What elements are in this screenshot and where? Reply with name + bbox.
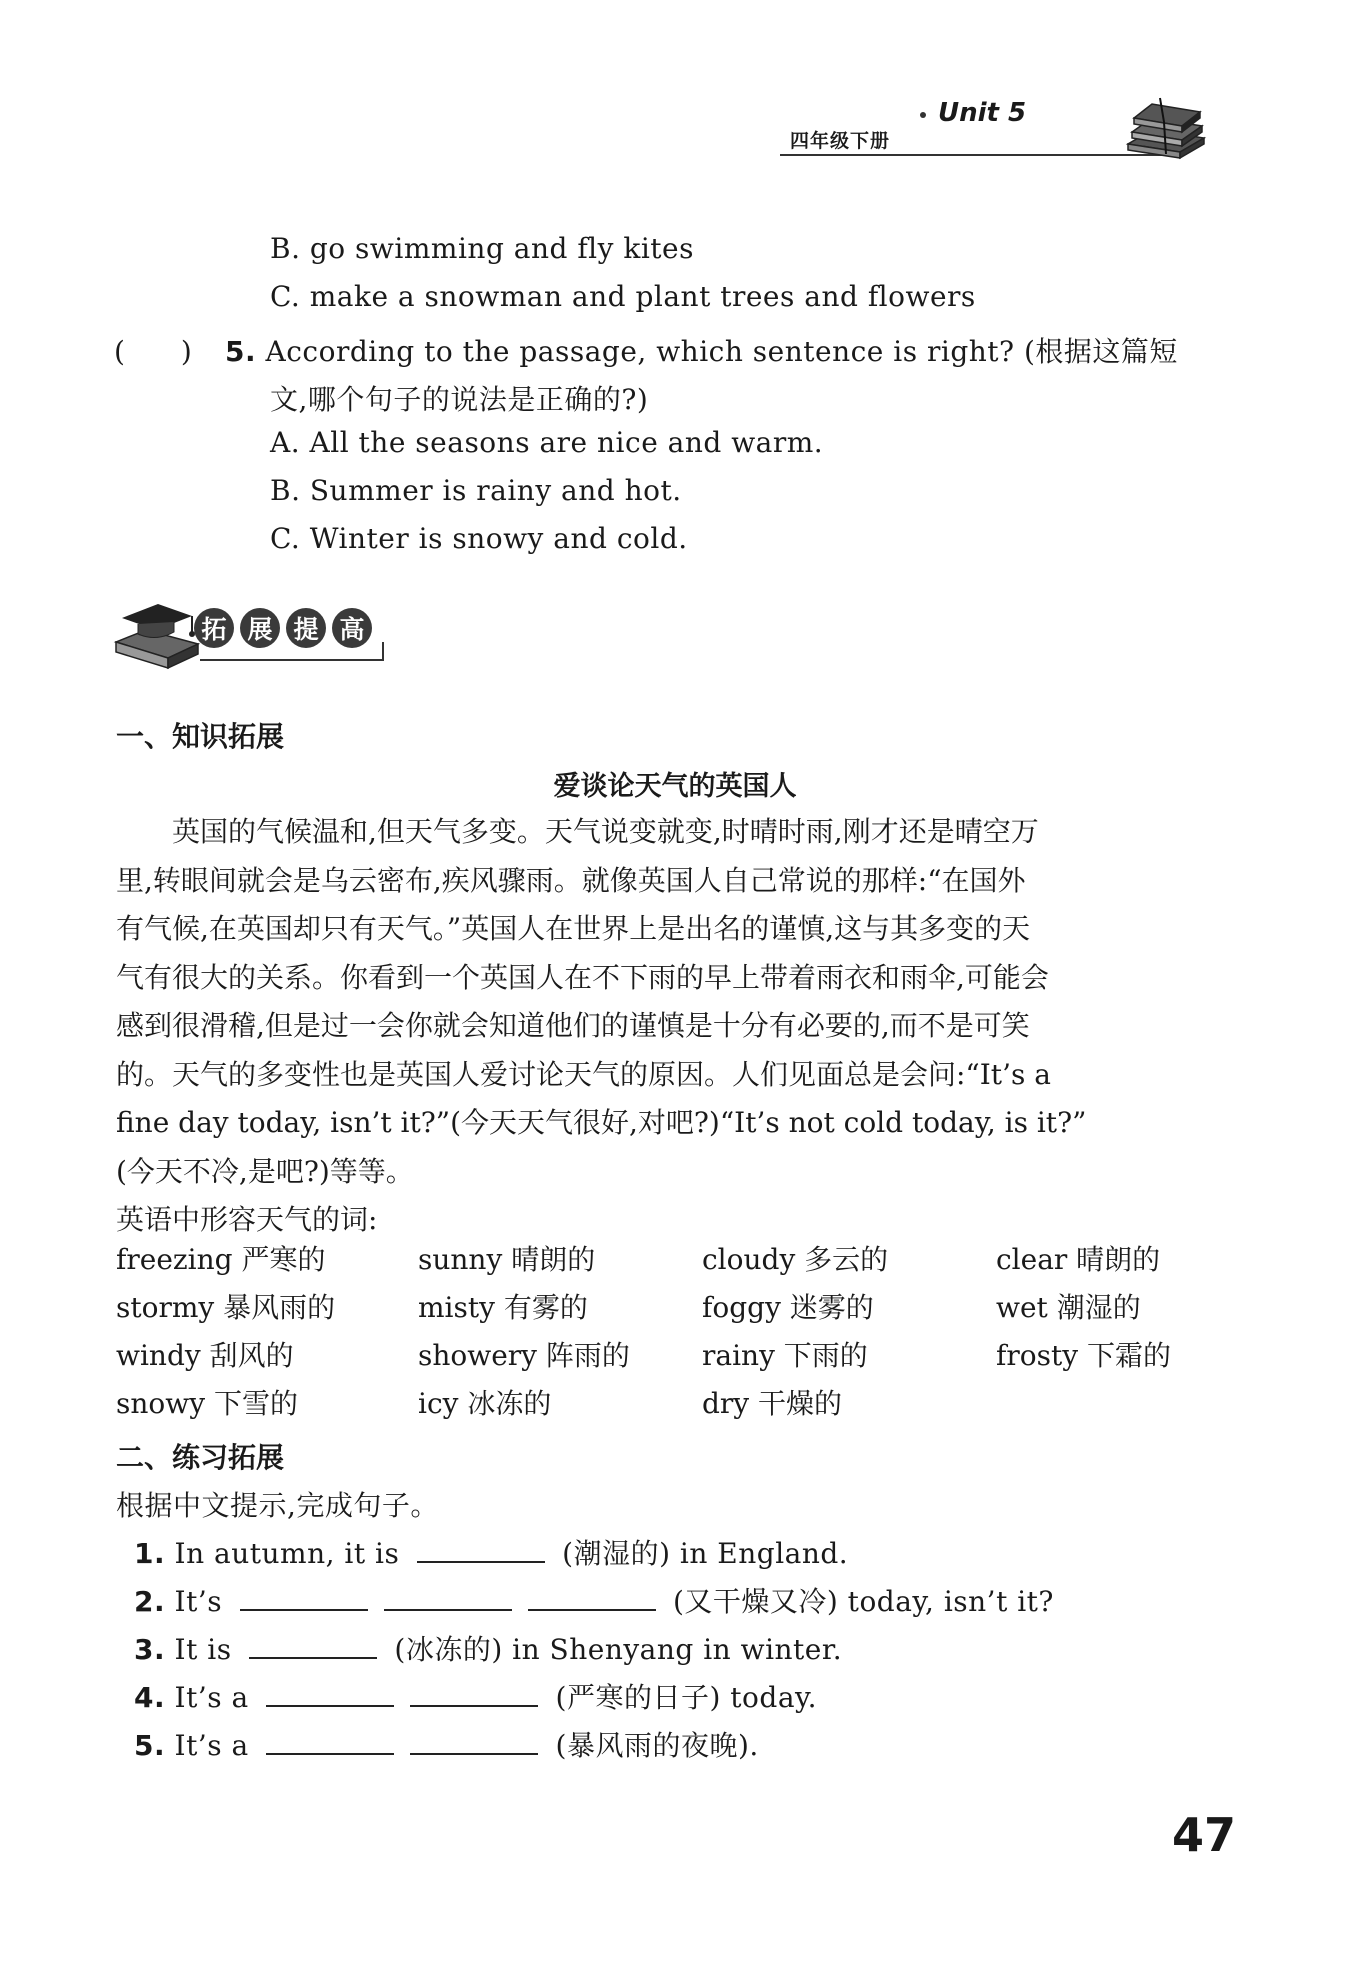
vocab-word: foggy 迷雾的 [702, 1291, 874, 1324]
banner-char: 高 [332, 608, 372, 648]
exercise-after: (又干燥又冷) today, isn’t it? [672, 1585, 1054, 1618]
exercise-item-3 [134, 1628, 842, 1668]
article-line: 有气候,在英国却只有天气。”英国人在世界上是出名的谨慎,这与其多变的天 [116, 912, 1031, 945]
exercise-item-5 [134, 1724, 759, 1764]
article-line: 气有很大的关系。你看到一个英国人在不下雨的早上带着雨衣和雨伞,可能会 [116, 960, 1049, 994]
article-line: 英国的气候温和,但天气多变。天气说变就变,时晴时雨,刚才还是晴空万 [116, 815, 1039, 848]
answer-blank[interactable] [266, 1683, 394, 1707]
option-a: A. All the seasons are nice and warm. [270, 426, 824, 459]
page-header [770, 92, 1210, 162]
article-line: (今天不冷,是吧?)等等。 [116, 1154, 414, 1188]
section1-title: 一、知识拓展 [116, 720, 285, 753]
answer-blank[interactable] [417, 1539, 545, 1563]
header-dot [920, 112, 926, 118]
answer-blank[interactable] [266, 1731, 394, 1755]
exercise-before: It’s a [174, 1681, 249, 1714]
exercise-number: 5. [134, 1729, 166, 1762]
article-line: 里,转眼间就会是乌云密布,疾风骤雨。就像英国人自己常说的那样:“在国外 [116, 863, 1026, 897]
answer-blank[interactable] [249, 1635, 377, 1659]
vocab-word: misty 有雾的 [418, 1291, 588, 1324]
exercise-number: 2. [134, 1585, 166, 1618]
unit-label: Unit 5 [938, 98, 1027, 128]
article-line: 感到很滑稽,但是过一会你就会知道他们的谨慎是十分有必要的,而不是可笑 [116, 1009, 1030, 1042]
article-line: fine day today, isn’t it?”(今天天气很好,对吧?)“It’s not cold today, is it?” [116, 1106, 1087, 1139]
exercise-after: (潮湿的) in England. [562, 1537, 849, 1570]
vocab-word: frosty 下霜的 [996, 1339, 1171, 1372]
question-text-line1: According to the passage, which sentence is right? (根据这篇短 [265, 335, 1178, 368]
banner-char: 拓 [194, 608, 234, 648]
vocab-intro: 英语中形容天气的词: [116, 1203, 378, 1236]
grade-label: 四年级下册 [790, 130, 891, 152]
exercise-before: It’s [174, 1585, 223, 1618]
banner-title [194, 608, 372, 648]
answer-blank[interactable] [240, 1587, 368, 1611]
option-b: B. Summer is rainy and hot. [270, 474, 682, 507]
vocab-word: clear 晴朗的 [996, 1243, 1161, 1276]
question-number: 5. [225, 335, 257, 368]
answer-paren: ( ) [114, 335, 192, 368]
section2-instruction: 根据中文提示,完成句子。 [116, 1489, 439, 1522]
exercise-before: It’s a [174, 1729, 249, 1762]
option-b-prev: B. go swimming and fly kites [270, 232, 694, 265]
exercise-number: 4. [134, 1681, 166, 1714]
exercise-after: (严寒的日子) today. [555, 1681, 818, 1714]
exercise-number: 3. [134, 1633, 166, 1666]
vocab-word: windy 刮风的 [116, 1339, 294, 1372]
banner-char: 展 [240, 608, 280, 648]
banner-char: 提 [286, 608, 326, 648]
article-line: 的。天气的多变性也是英国人爱讨论天气的原因。人们见面总是会问:“It’s a [116, 1057, 1051, 1091]
answer-blank[interactable] [384, 1587, 512, 1611]
exercise-before: In autumn, it is [174, 1537, 400, 1570]
books-stack-icon [1120, 92, 1210, 162]
exercise-after: (冰冻的) in Shenyang in winter. [394, 1633, 843, 1666]
option-c: C. Winter is snowy and cold. [270, 522, 688, 555]
exercise-number: 1. [134, 1537, 166, 1570]
vocab-word: icy 冰冻的 [418, 1387, 552, 1420]
exercise-after: (暴风雨的夜晚). [555, 1729, 759, 1762]
vocab-word: stormy 暴风雨的 [116, 1291, 336, 1324]
vocab-word: snowy 下雪的 [116, 1387, 298, 1420]
article-title: 爱谈论天气的英国人 [553, 771, 797, 802]
section2-title: 二、练习拓展 [116, 1441, 285, 1474]
option-c-prev: C. make a snowman and plant trees and flowers [270, 280, 976, 313]
vocab-word: sunny 晴朗的 [418, 1243, 596, 1276]
exercise-item-2 [134, 1580, 1054, 1620]
vocab-word: cloudy 多云的 [702, 1243, 889, 1276]
vocab-word: freezing 严寒的 [116, 1243, 326, 1276]
exercise-item-4 [134, 1676, 817, 1716]
question-5 [225, 330, 1178, 370]
question-text-line2: 文,哪个句子的说法是正确的?) [270, 383, 649, 416]
answer-blank[interactable] [410, 1731, 538, 1755]
exercise-item-1 [134, 1532, 848, 1572]
vocab-word: rainy 下雨的 [702, 1339, 868, 1372]
vocab-word: dry 干燥的 [702, 1387, 843, 1420]
page-number: 47 [1172, 1808, 1237, 1862]
answer-blank[interactable] [528, 1587, 656, 1611]
answer-blank[interactable] [410, 1683, 538, 1707]
exercise-before: It is [174, 1633, 232, 1666]
vocab-word: wet 潮湿的 [996, 1291, 1141, 1324]
vocab-word: showery 阵雨的 [418, 1339, 630, 1372]
article-body [116, 808, 1206, 1245]
